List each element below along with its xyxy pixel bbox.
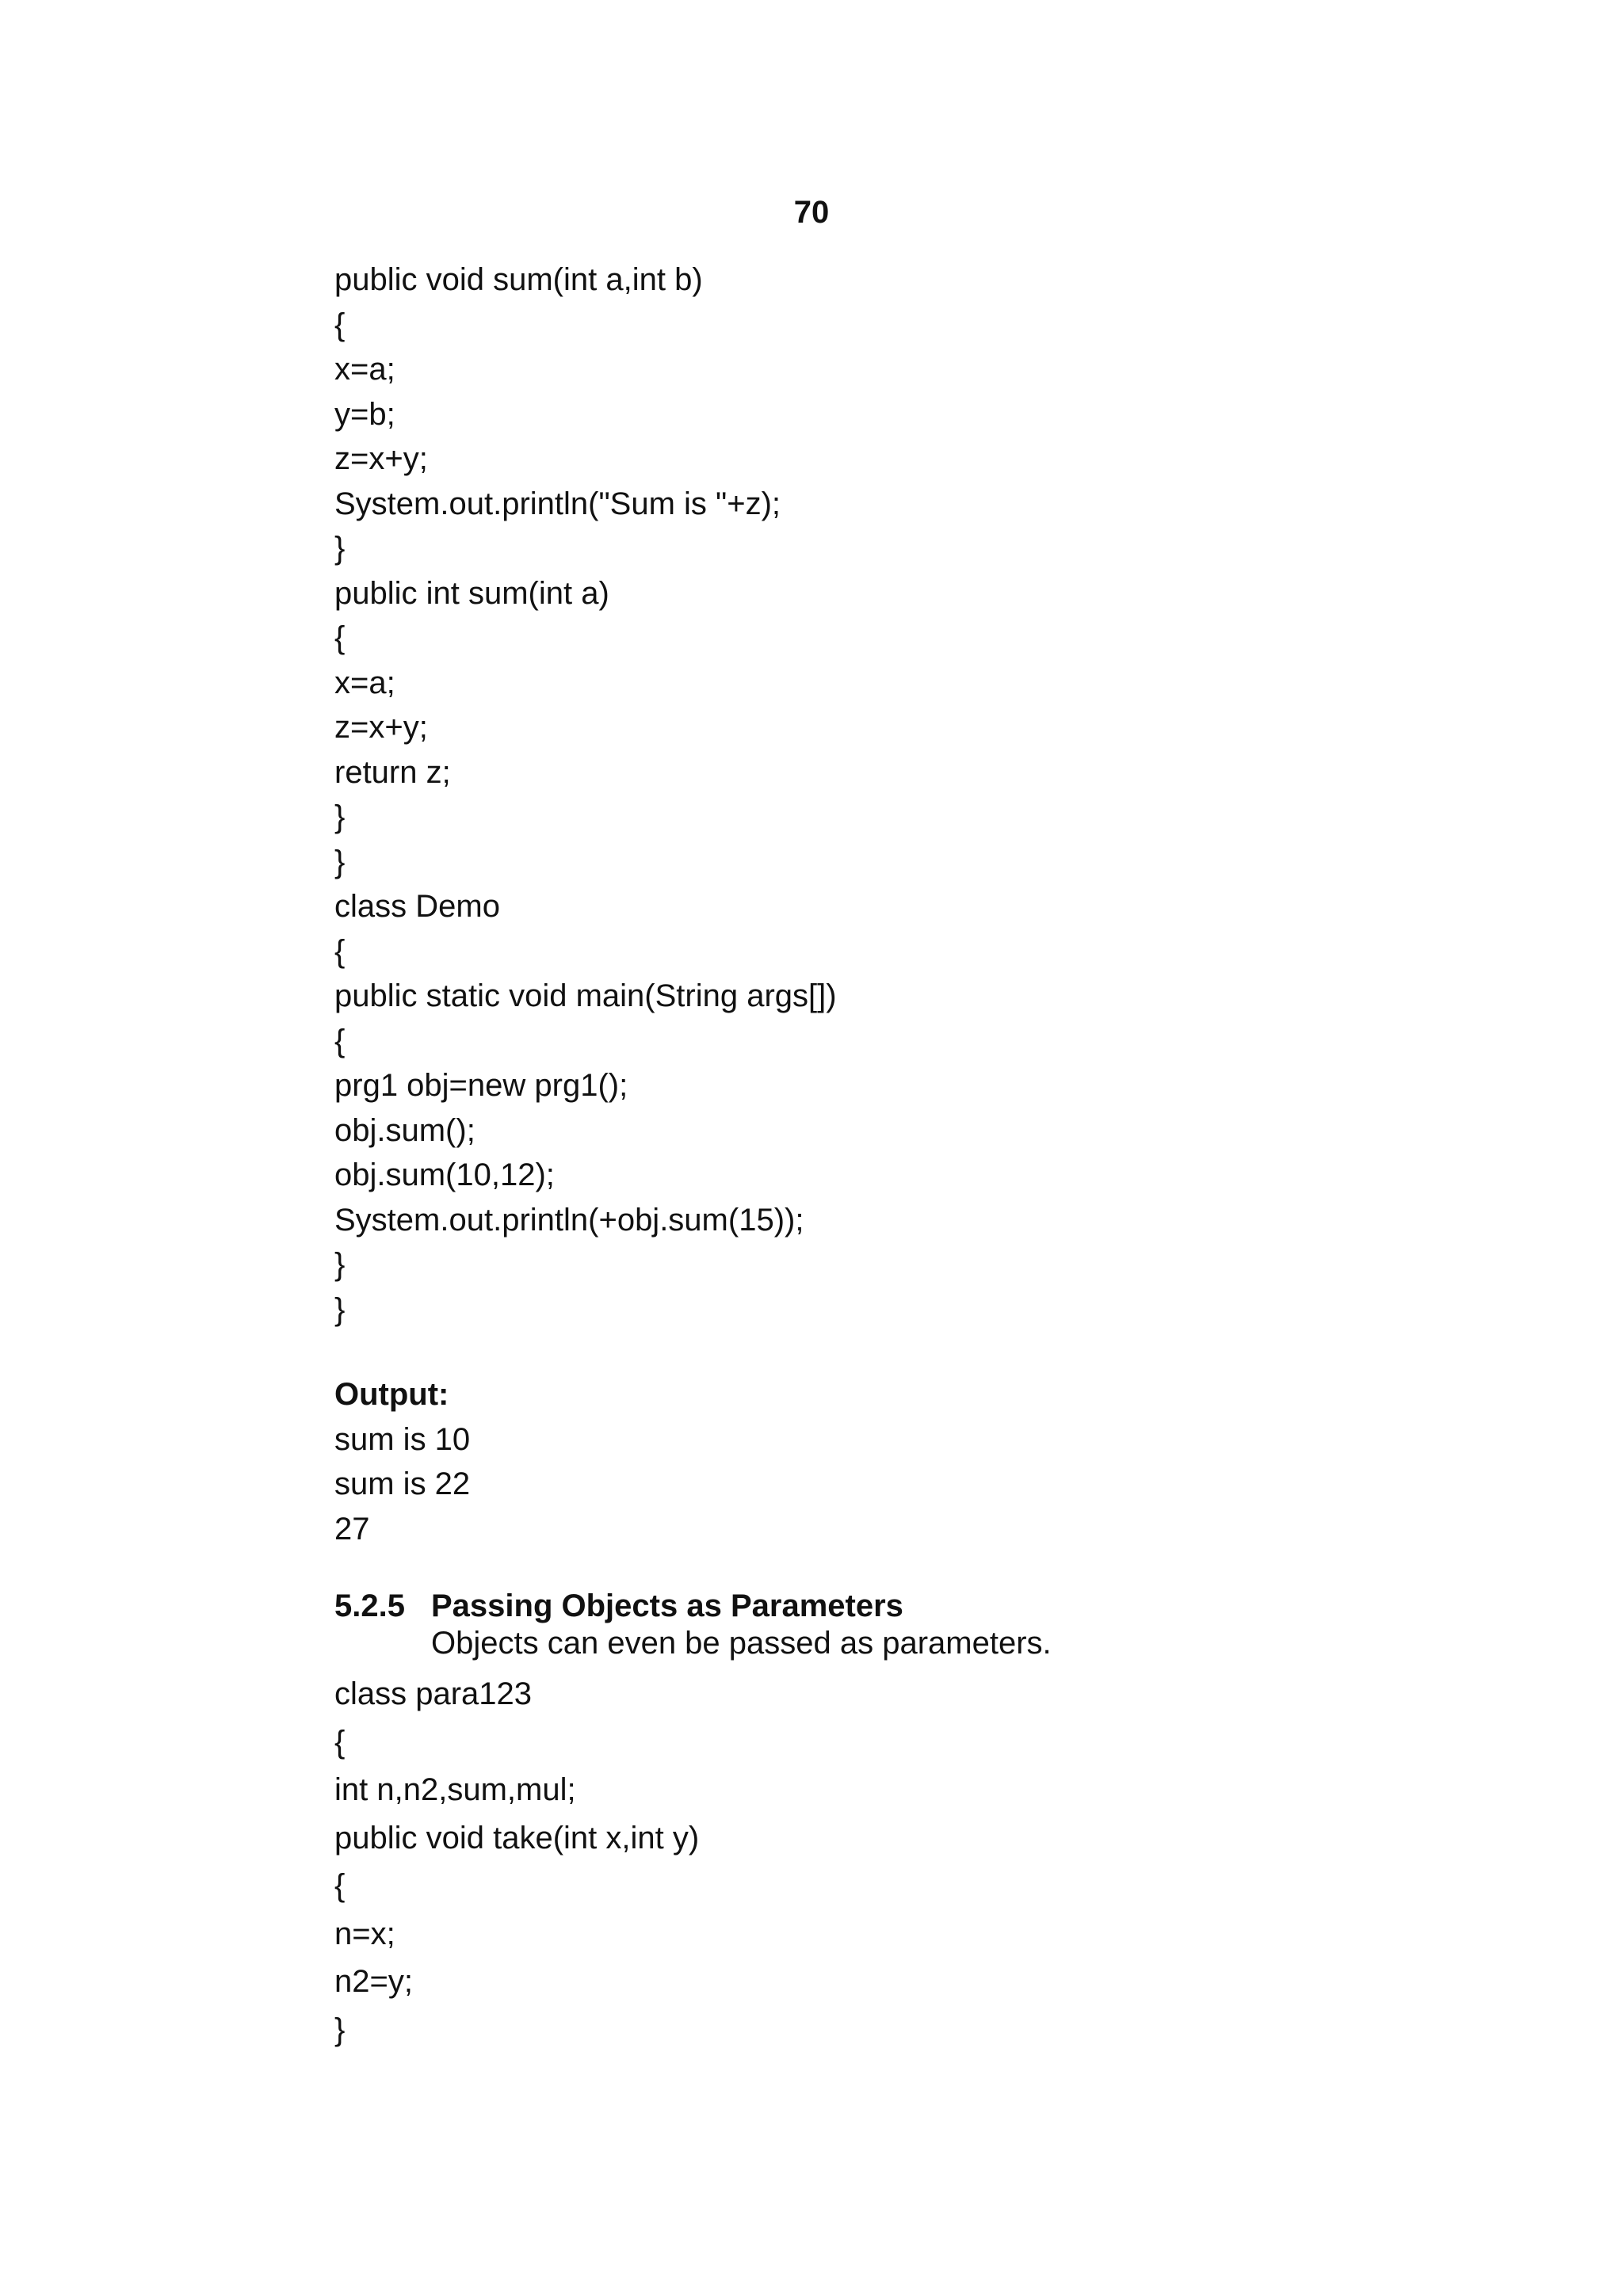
code-line: class Demo xyxy=(334,889,500,924)
code-line: x=a; xyxy=(334,352,395,387)
section-heading-block xyxy=(334,1587,1052,1661)
code-line: prg1 obj=new prg1(); xyxy=(334,1068,628,1103)
code-line: } xyxy=(334,1291,346,1327)
code-line: } xyxy=(334,531,346,566)
code-line: System.out.println("Sum is "+z); xyxy=(334,486,781,521)
code-line: public void take(int x,int y) xyxy=(334,1820,700,1855)
code-block-para123 xyxy=(334,1670,699,2054)
section-heading xyxy=(334,1587,1052,1625)
code-line: z=x+y; xyxy=(334,441,428,476)
code-line: } xyxy=(334,1247,346,1282)
code-line: class para123 xyxy=(334,1676,533,1711)
code-line: x=a; xyxy=(334,665,395,700)
code-line: { xyxy=(334,1724,346,1760)
code-line: { xyxy=(334,307,346,342)
output-line: sum is 22 xyxy=(334,1466,471,1501)
code-line: return z; xyxy=(334,754,451,790)
code-line: { xyxy=(334,620,346,655)
code-line: { xyxy=(334,1023,346,1058)
code-line: } xyxy=(334,799,346,834)
section-number: 5.2.5 xyxy=(334,1589,405,1623)
code-line: public int sum(int a) xyxy=(334,575,609,611)
output-line: 27 xyxy=(334,1511,370,1547)
code-line: } xyxy=(334,2012,346,2047)
section-title: Passing Objects as Parameters xyxy=(431,1589,903,1623)
output-block xyxy=(334,1372,470,1551)
section-description: Objects can even be passed as parameters. xyxy=(431,1626,1052,1661)
code-line: n=x; xyxy=(334,1916,395,1951)
code-line: obj.sum(); xyxy=(334,1112,475,1148)
code-line: System.out.println(+obj.sum(15)); xyxy=(334,1202,804,1238)
page-number: 70 xyxy=(793,195,830,230)
code-block-overloading xyxy=(334,257,837,1332)
code-line: public static void main(String args[]) xyxy=(334,978,837,1013)
code-line: int n,n2,sum,mul; xyxy=(334,1772,576,1807)
code-line: public void sum(int a,int b) xyxy=(334,262,703,297)
code-line: z=x+y; xyxy=(334,710,428,745)
code-line: } xyxy=(334,844,346,879)
output-line: sum is 10 xyxy=(334,1421,471,1457)
code-line: { xyxy=(334,933,346,969)
code-line: obj.sum(10,12); xyxy=(334,1158,555,1192)
code-line: y=b; xyxy=(334,396,395,432)
code-line: n2=y; xyxy=(334,1964,413,1999)
code-line: { xyxy=(334,1868,346,1903)
output-heading: Output: xyxy=(334,1377,449,1412)
